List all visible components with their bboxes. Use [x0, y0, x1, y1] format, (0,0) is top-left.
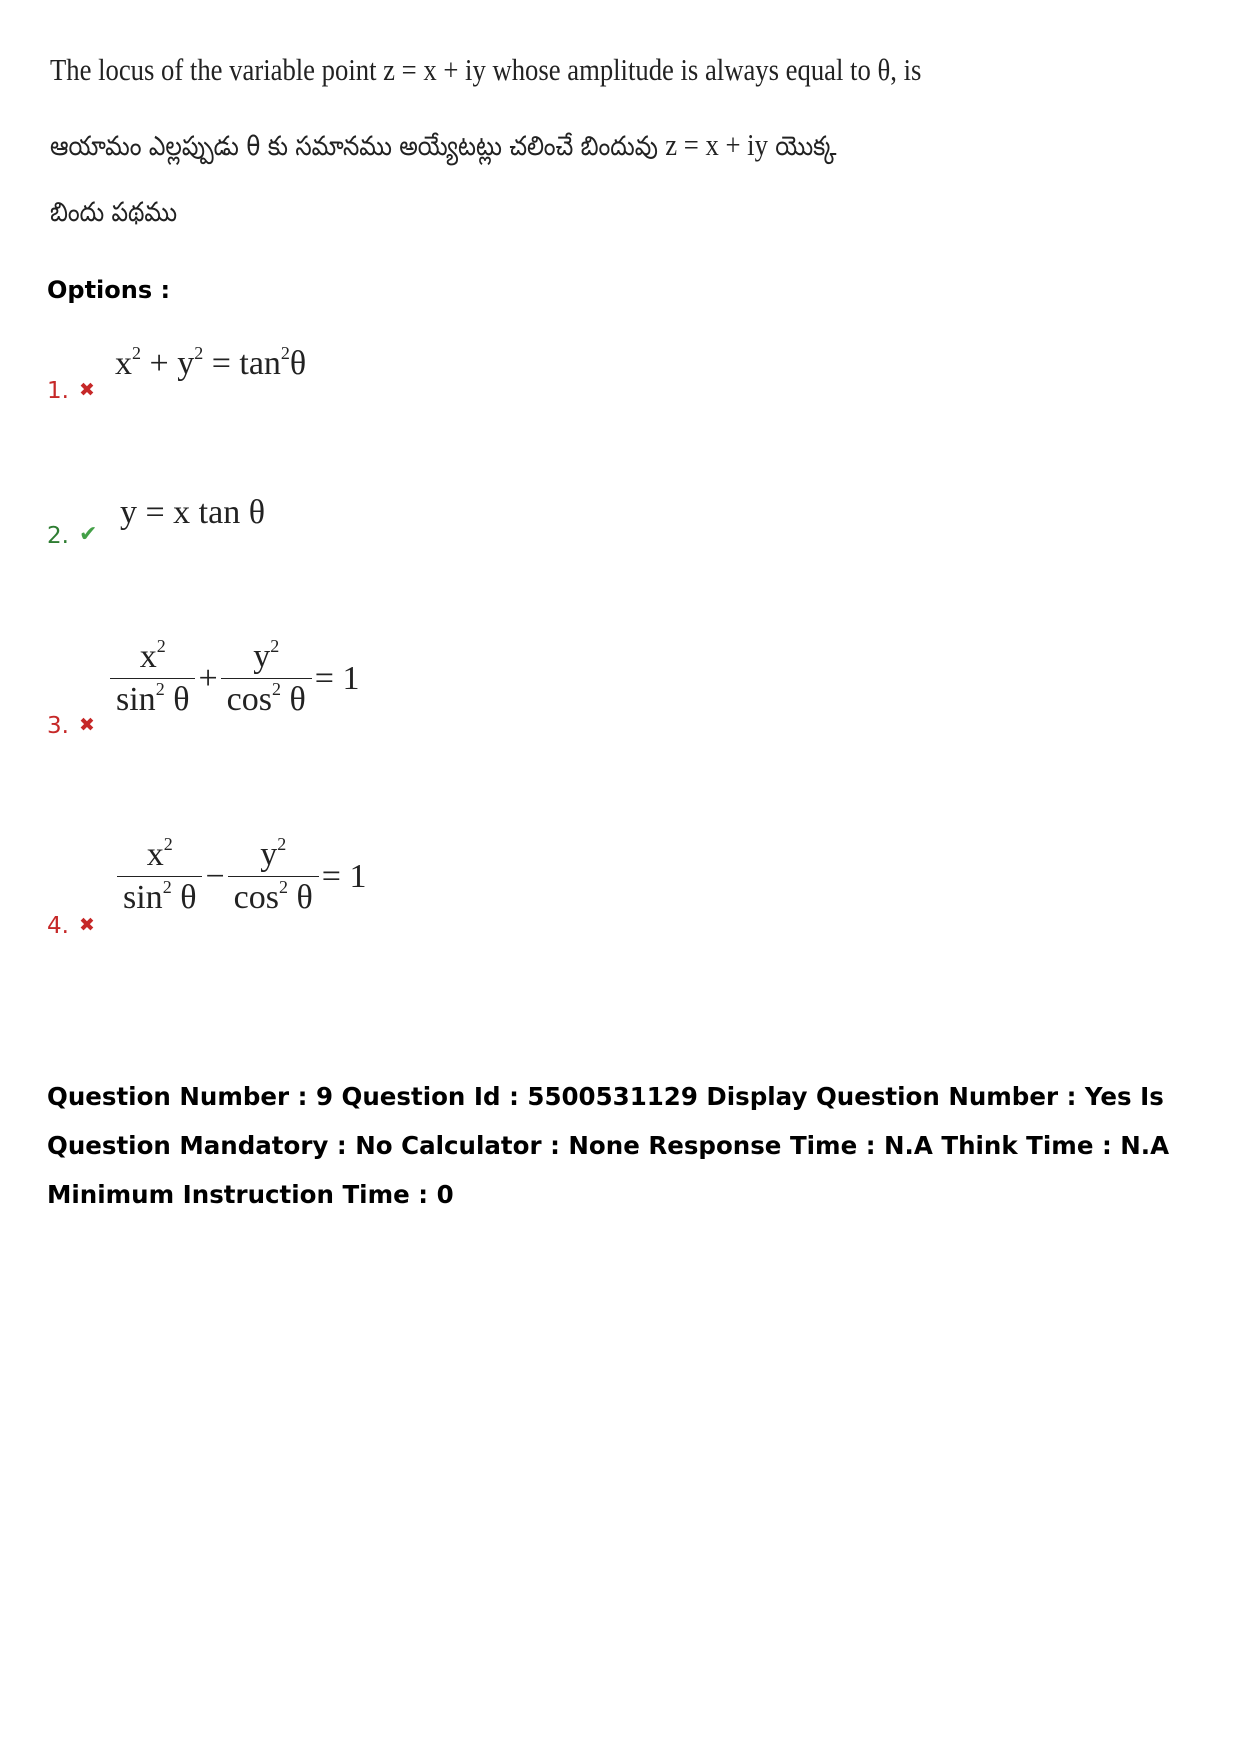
formula-operator: −: [205, 857, 225, 895]
formula-fraction: [228, 836, 319, 917]
formula-term: tan: [239, 345, 281, 382]
option-2-formula: y = x tan θ: [120, 494, 265, 531]
option-1[interactable]: [47, 378, 95, 404]
correct-check-icon: ✔: [78, 522, 98, 547]
option-number: 2.: [47, 523, 69, 549]
option-number: 3.: [47, 713, 69, 739]
formula-term: y: [260, 836, 278, 873]
option-3[interactable]: [47, 713, 95, 739]
option-3-formula: [110, 638, 362, 719]
formula-fraction: [221, 638, 312, 719]
formula-exponent: 2: [155, 679, 165, 699]
formula-term: x: [139, 638, 157, 675]
wrong-mark-icon: ✖: [78, 914, 95, 936]
formula-term: θ: [296, 879, 313, 916]
question-english: [50, 52, 921, 88]
formula-exponent: 2: [194, 343, 204, 363]
question-english-math: z = x + iy: [383, 52, 486, 87]
formula-term: x: [146, 836, 164, 873]
question-telugu: [50, 127, 837, 169]
formula-fraction: [110, 638, 195, 719]
question-telugu-line2: బిందు పథము: [50, 197, 177, 228]
option-4[interactable]: [47, 913, 95, 939]
formula-operator: +: [149, 345, 169, 382]
formula-exponent: 2: [162, 877, 172, 897]
formula-term: θ: [289, 681, 306, 718]
wrong-mark-icon: ✖: [78, 379, 95, 401]
formula-operator: = 1: [321, 857, 367, 895]
formula-term: cos: [233, 879, 279, 916]
wrong-mark-icon: ✖: [78, 714, 95, 736]
formula-term: θ: [289, 345, 307, 382]
option-1-formula: [115, 345, 306, 383]
question-metadata: Question Number : 9 Question Id : 5500531129 Display Question Number : Yes Is Question Mandatory : No Calculator : None Response Time : N.A Think Time : N.A Minimum Instruction Time : 0: [47, 1082, 1170, 1209]
option-number: 1.: [47, 378, 69, 404]
formula-term: x: [115, 345, 132, 382]
formula-exponent: 2: [272, 679, 281, 699]
formula-term: θ: [173, 681, 190, 718]
formula-exponent: 2: [280, 343, 290, 363]
question-telugu-before: ఆయామం ఎల్లప్పుడు θ కు సమానము అయ్యేటట్లు చలించే బిందువు: [50, 131, 666, 162]
question-english-after: whose amplitude is always equal to θ, is: [485, 52, 922, 87]
question-telugu-after: యొక్క: [767, 131, 837, 162]
question-telugu-math: z = x + iy: [665, 127, 768, 162]
question-english-before: The locus of the variable point: [50, 52, 384, 87]
formula-operator: +: [198, 659, 218, 697]
formula-exponent: 2: [270, 636, 280, 656]
formula-exponent: 2: [163, 834, 173, 854]
formula-operator: = 1: [314, 659, 360, 697]
formula-operator: =: [211, 345, 231, 382]
formula-term: cos: [226, 681, 272, 718]
formula-fraction: [117, 836, 202, 917]
formula-exponent: 2: [132, 343, 141, 363]
formula-term: sin: [123, 879, 163, 916]
formula-term: θ: [180, 879, 197, 916]
formula-exponent: 2: [156, 636, 166, 656]
option-4-formula: [117, 836, 369, 917]
formula-term: sin: [116, 681, 156, 718]
formula-term: y: [177, 345, 195, 382]
formula-exponent: 2: [279, 877, 288, 897]
option-number: 4.: [47, 913, 69, 939]
options-heading: Options :: [47, 276, 171, 304]
formula-term: y: [253, 638, 271, 675]
formula-exponent: 2: [277, 834, 287, 854]
option-2[interactable]: [47, 522, 97, 549]
